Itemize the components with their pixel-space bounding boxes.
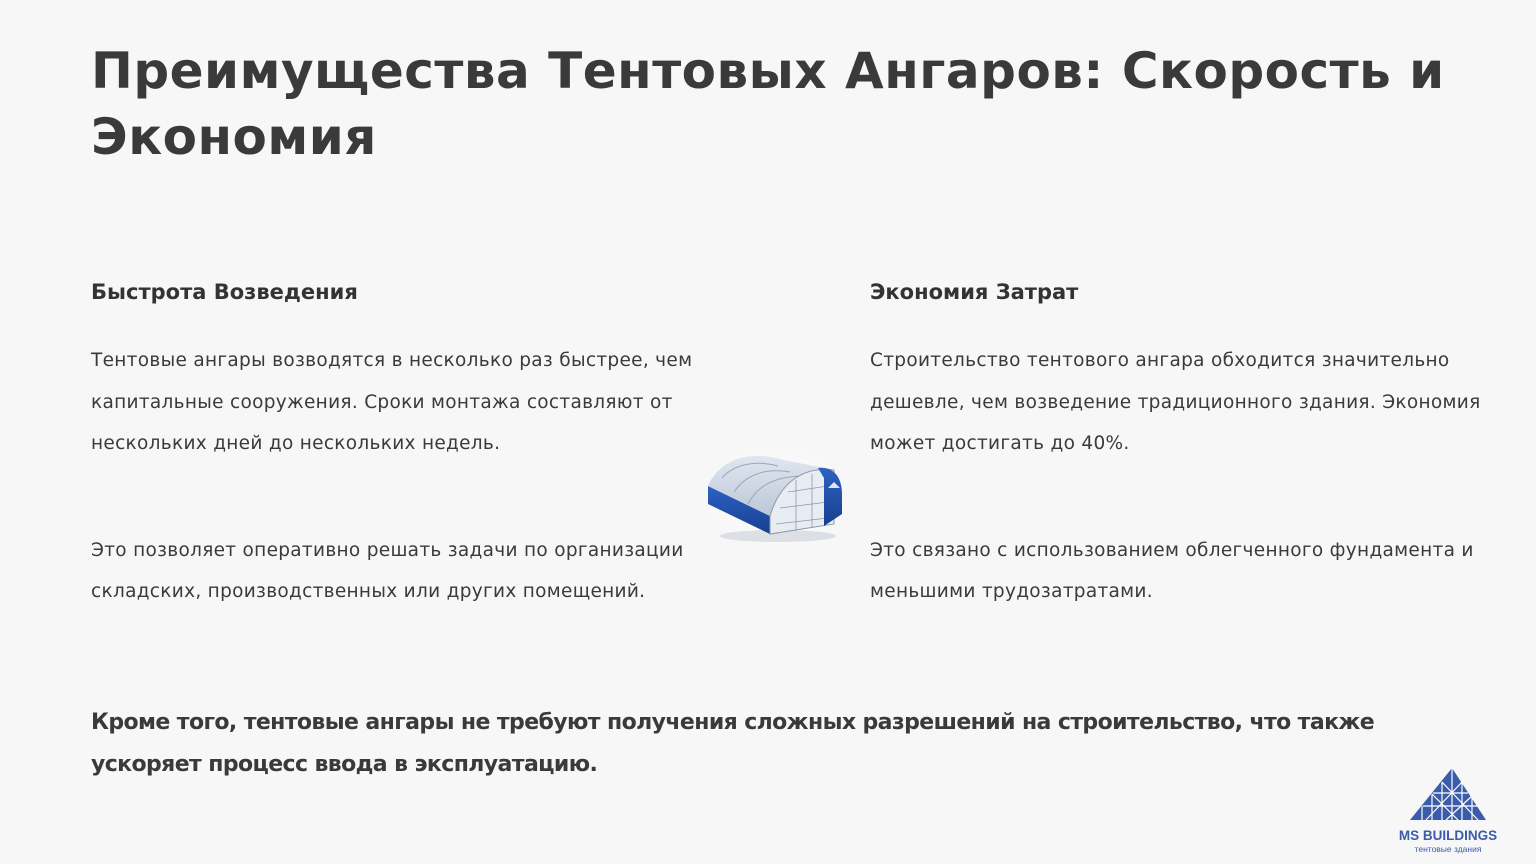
bottom-summary: Кроме того, тентовые ангары не требуют получения сложных разрешений на строительство, что также ускоряет процесс ввода в эксплуатацию. [91, 710, 1375, 777]
speed-heading: Быстрота Возведения [91, 280, 358, 304]
hangar-icon [700, 444, 850, 550]
speed-section [91, 274, 731, 613]
logo-tagline: тентовые здания [1414, 844, 1482, 854]
savings-paragraph-1: Строительство тентового ангара обходится значительно дешевле, чем возведение традиционного здания. Экономия может достигать до 40%. [870, 350, 1481, 454]
logo-name: MS BUILDINGS [1398, 828, 1498, 843]
savings-paragraph-2: Это связано с использованием облегченного фундамента и меньшими трудозатратами. [870, 539, 1474, 602]
speed-paragraph-2: Это позволяет оперативно решать задачи по организации складских, производственных или других помещений. [91, 539, 684, 602]
savings-heading: Экономия Затрат [870, 280, 1079, 304]
savings-section [870, 274, 1520, 613]
ms-buildings-logo-icon [1406, 766, 1490, 826]
hangar-illustration [700, 444, 850, 550]
ms-buildings-logo [1390, 766, 1506, 856]
slide-title: Преимущества Тентовых Ангаров: Скорость и Экономия [91, 42, 1445, 166]
speed-paragraph-1: Тентовые ангары возводятся в несколько раз быстрее, чем капитальные сооружения. Сроки монтажа составляют от нескольких дней до нескольких недель. [91, 350, 693, 454]
